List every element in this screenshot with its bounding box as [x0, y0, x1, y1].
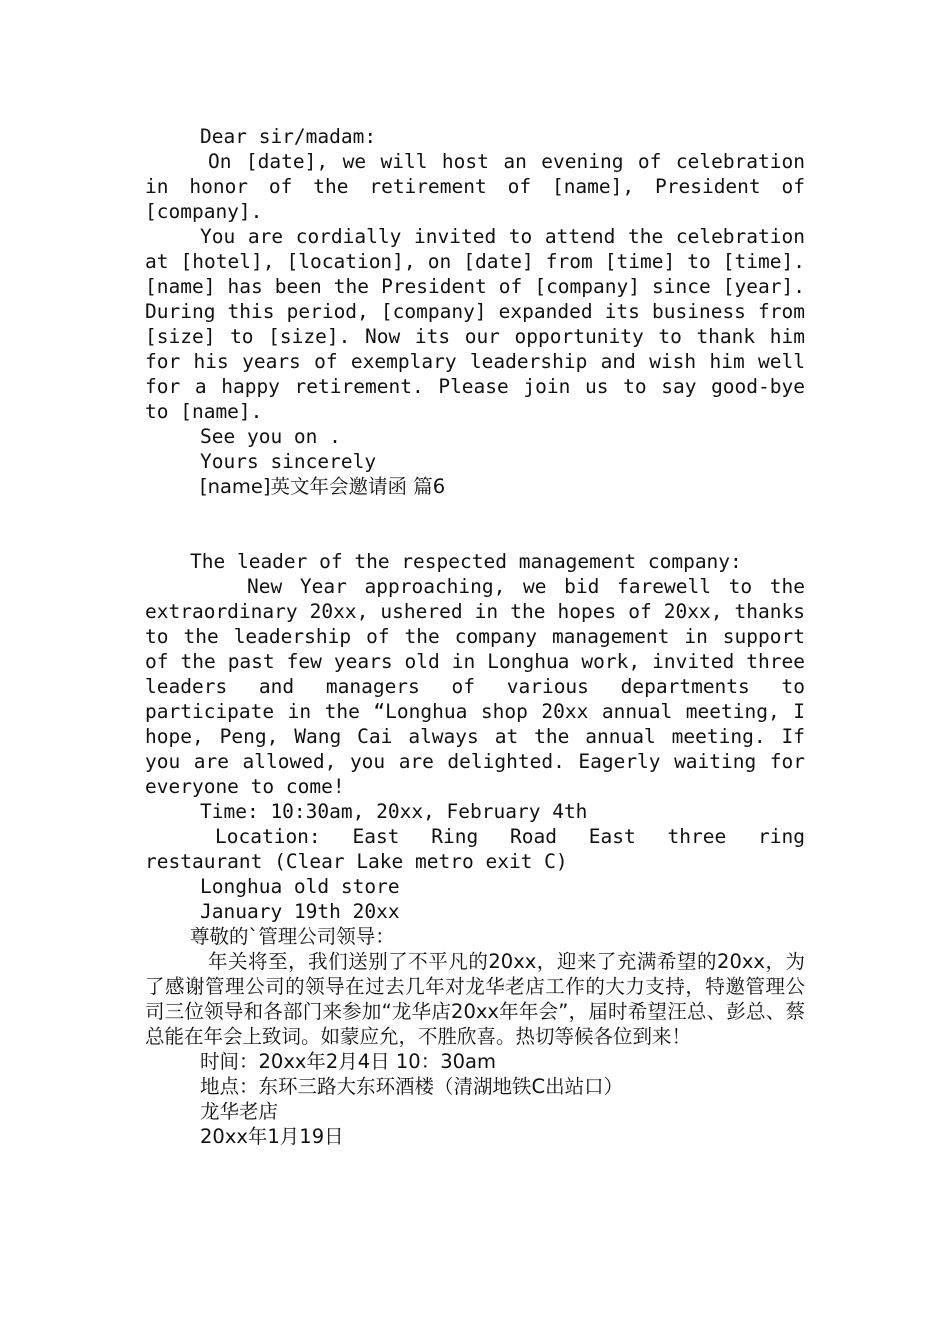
letter1-signature-heading: [name]英文年会邀请函 篇6	[200, 475, 446, 498]
letter1-see-you: See you on .	[200, 425, 341, 448]
letter2-sender: Longhua old store	[200, 875, 400, 898]
letter3-paragraph-1: 年关将至，我们送别了不平凡的20xx，迎来了充满希望的20xx，为了感谢管理公司的领导在过去几年对龙华老店工作的大力支持，特邀管理公司三位领导和各部门来参加“龙华店20xx年年会”，届时希望汪总、彭总、蔡总能在年会上致词。如蒙应允，不胜欣喜。热切等候各位到来！	[145, 950, 805, 1048]
document-page	[145, 124, 805, 1149]
letter3-salutation: 尊敬的`管理公司领导：	[190, 925, 395, 948]
letter2-date: January 19th 20xx	[200, 900, 400, 923]
letter1-closing: Yours sincerely	[200, 450, 377, 473]
letter1-paragraph-1: On [date], we will host an evening of celebration in honor of the retirement of [name], President of [company].	[145, 150, 805, 223]
section-spacer	[145, 499, 805, 549]
letter1-paragraph-2: You are cordially invited to attend the celebration at [hotel], [location], on [date] from [time] to [time]. [name] has been the President of [company] since [year]. During this period, [company] expanded its business from [size] to [size]. Now its our opportunity to thank him for his years of exemplary leadership and wish him well for a happy retirement. Please join us to say good-bye to [name].	[145, 225, 805, 423]
letter2-time: Time: 10:30am, 20xx, February 4th	[200, 800, 588, 823]
letter2-location: Location: East Ring Road East three ring restaurant (Clear Lake metro exit C)	[145, 825, 805, 873]
letter2-salutation: The leader of the respected management company:	[190, 550, 742, 573]
letter3-location: 地点：东环三路大东环酒楼（清湖地铁C出站口）	[200, 1075, 624, 1098]
letter3-time: 时间：20xx年2月4日 10：30am	[200, 1050, 496, 1073]
letter2-paragraph-1: New Year approaching, we bid farewell to the extraordinary 20xx, ushered in the hopes of 20xx, thanks to the leadership of the company management in support of the past few years old in Longhua work, invited three leaders and managers of various departments to participate in the “Longhua shop 20xx annual meeting, I hope, Peng, Wang Cai always at the annual meeting. If you are allowed, you are delighted. Eagerly waiting for everyone to come!	[145, 575, 805, 798]
letter3-sender: 龙华老店	[200, 1100, 279, 1123]
letter3-date: 20xx年1月19日	[200, 1125, 344, 1148]
letter1-salutation: Dear sir/madam:	[200, 125, 377, 148]
